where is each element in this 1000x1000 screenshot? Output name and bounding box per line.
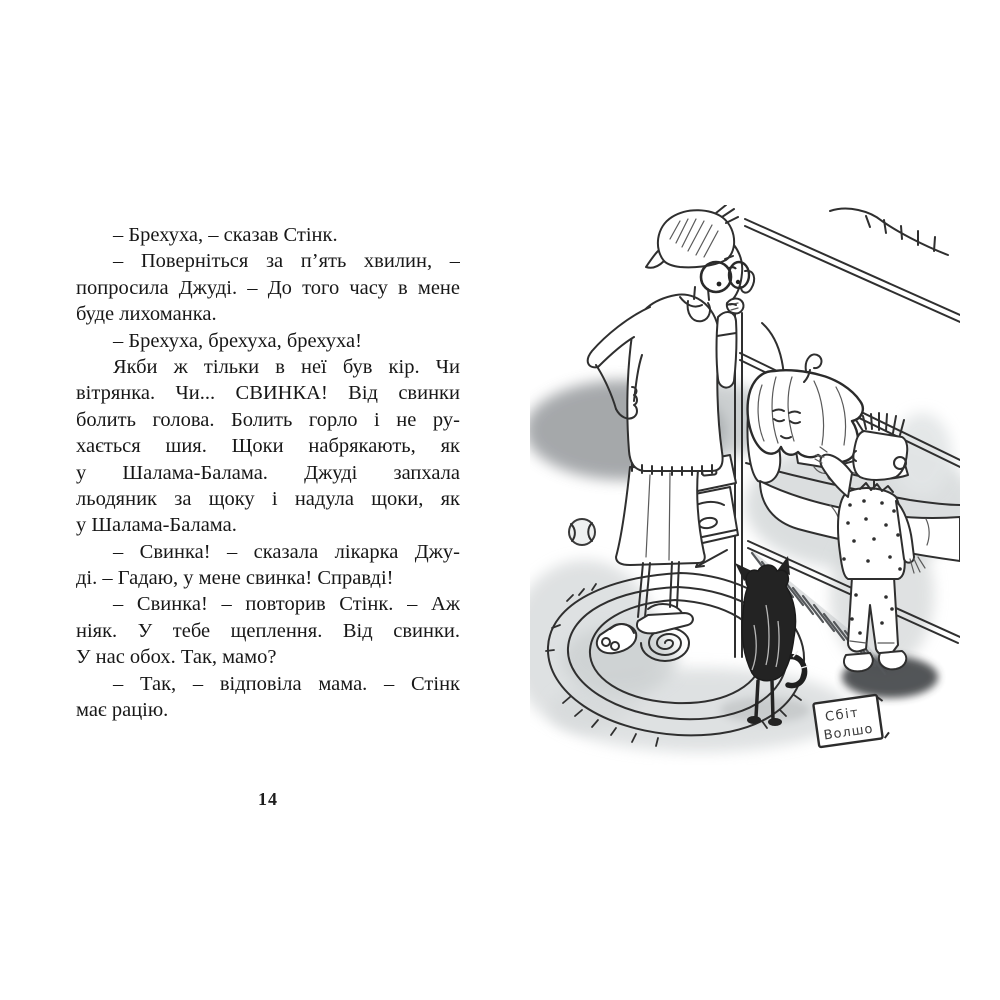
- sign-board: [813, 694, 889, 747]
- sign-text-line1: Сбіт: [824, 705, 861, 726]
- text-line: ніяк. У тебе щеплення. Від свинки.: [76, 619, 460, 642]
- text-line: попросила Джуді. – До того часу в мене: [76, 276, 460, 299]
- text-line: вітрянка. Чи... СВИНКА! Від свинки: [76, 382, 460, 405]
- text-line: хається шия. Щоки набрякають, як: [76, 435, 460, 458]
- text-line: має рацію.: [76, 699, 169, 722]
- tennis-ball: [569, 519, 595, 545]
- page-number: 14: [258, 789, 278, 809]
- text-line: болить голова. Болить горло і не ру-: [76, 408, 460, 431]
- body-text: [76, 222, 460, 723]
- text-line: – Поверніться за п’ять хвилин, –: [113, 250, 460, 273]
- text-line: у Шалама-Балама.: [76, 514, 237, 537]
- illustration: [530, 205, 960, 765]
- text-line: – Свинка! – повторив Стінк. – Аж: [113, 593, 460, 616]
- text-line: – Брехуха, – сказав Стінк.: [113, 224, 338, 246]
- text-line: у Шалама-Балама. Джуді запхала: [76, 461, 460, 484]
- text-line: буде лихоманка.: [76, 303, 217, 326]
- text-line: У нас обох. Так, мамо?: [76, 646, 277, 669]
- text-line: – Брехуха, брехуха, брехуха!: [113, 329, 362, 352]
- text-line: ді. – Гадаю, у мене свинка! Справді!: [76, 567, 394, 590]
- sign-text-line2: Волшо: [822, 721, 875, 744]
- text-line: Якби ж тільки в неї був кір. Чи: [113, 355, 460, 378]
- text-line: – Так, – відповіла мама. – Стінк: [113, 672, 460, 695]
- text-line: льодяник за щоку і надула щоки, як: [76, 487, 460, 510]
- text-line: – Свинка! – сказала лікарка Джу-: [113, 540, 460, 563]
